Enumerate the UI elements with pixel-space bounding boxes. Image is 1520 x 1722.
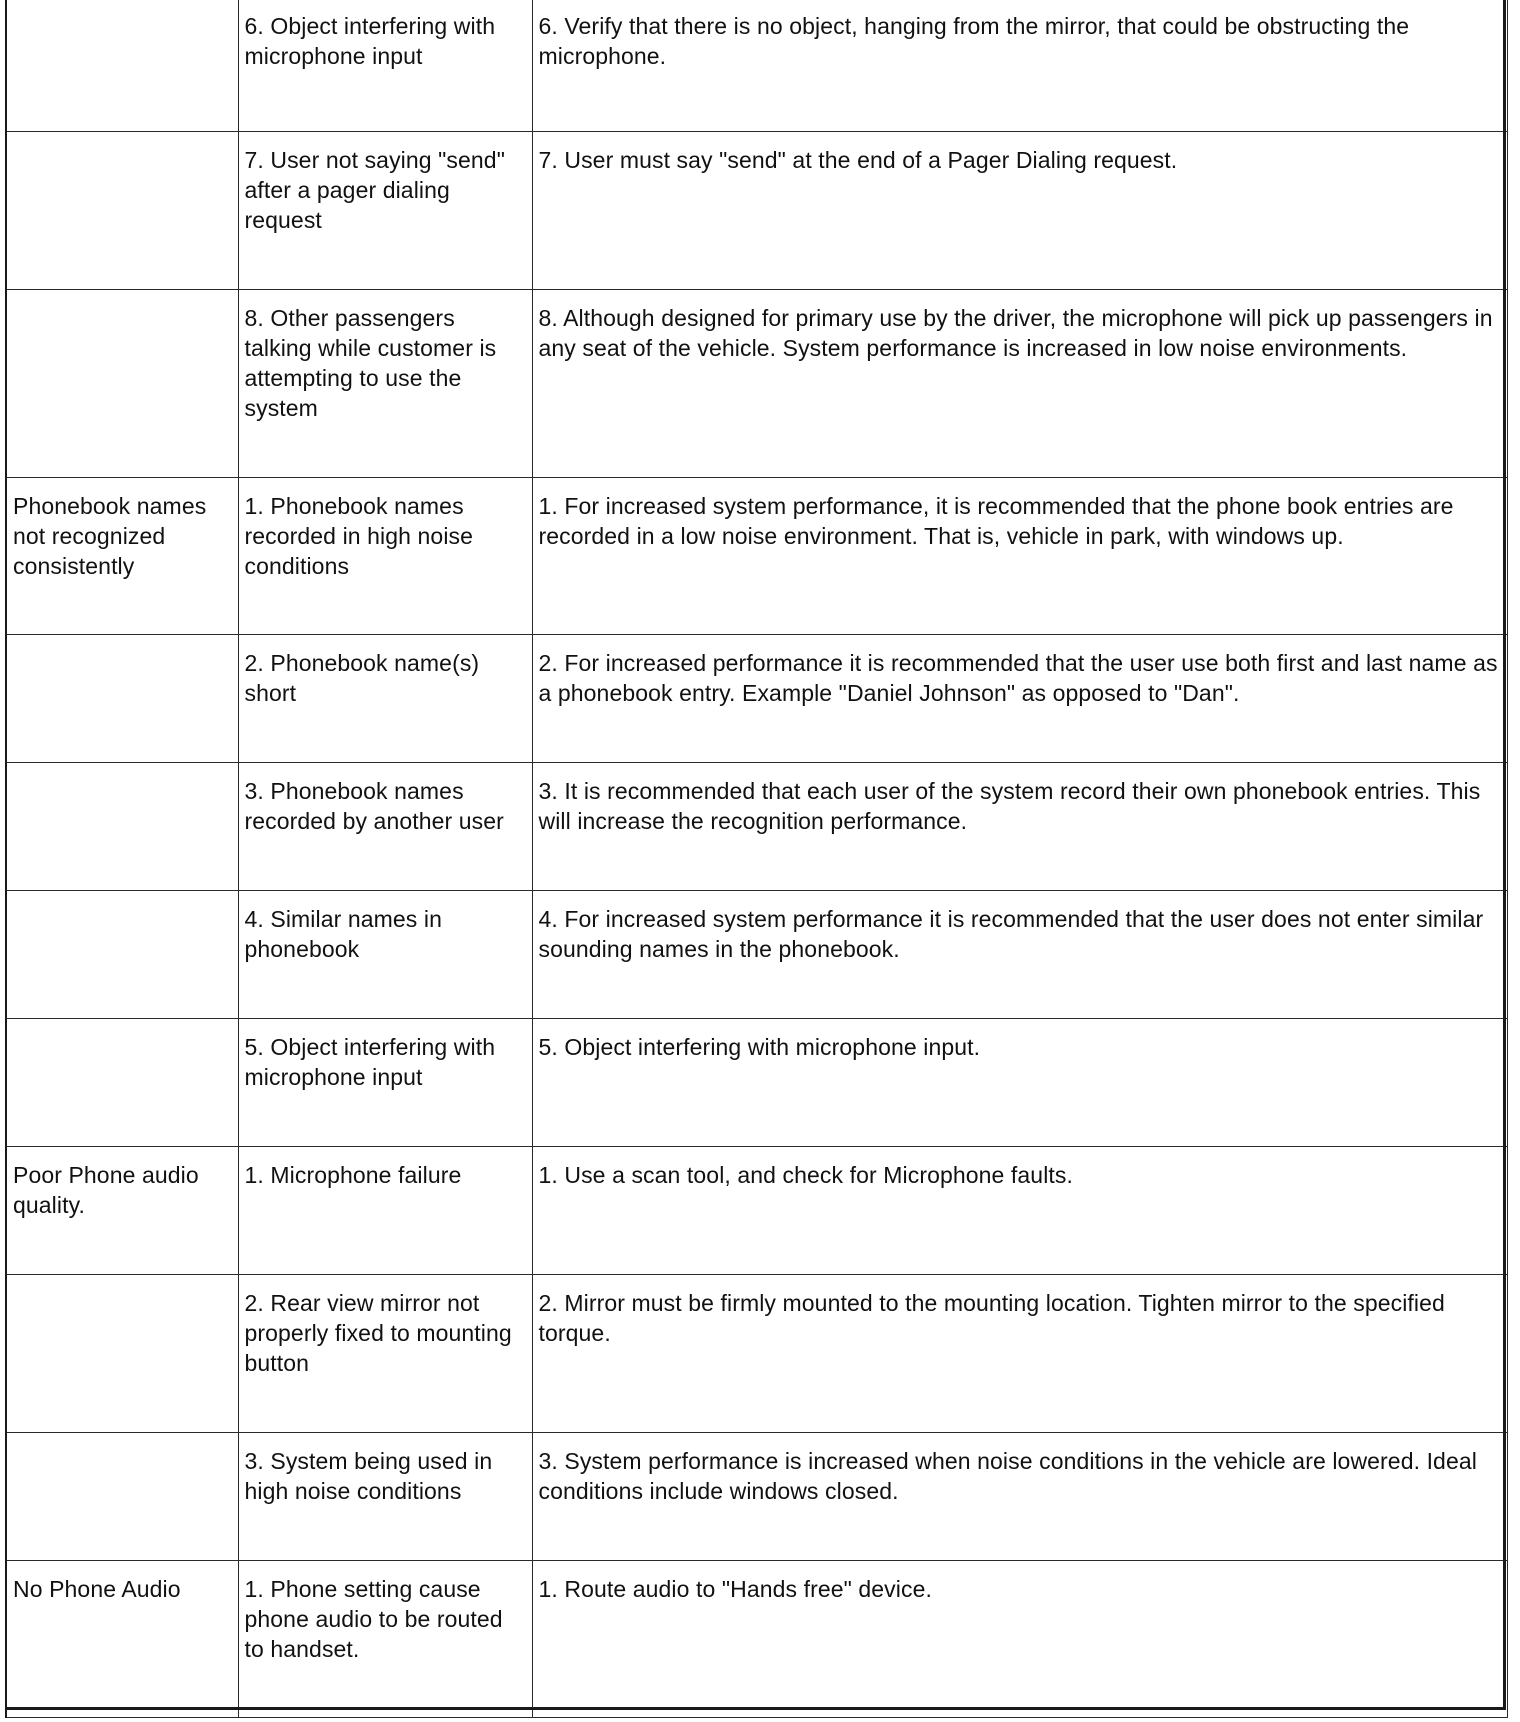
cause-cell: 6. Object interfering with microphone input bbox=[238, 0, 532, 131]
correction-cell: 2. For increased performance it is recommended that the user use both first and last name as a phonebook entry. Example "Daniel Johnson" as opposed to "Dan". bbox=[532, 634, 1507, 762]
correction-cell: 4. For increased system performance it is recommended that the user does not enter similar sounding names in the phonebook. bbox=[532, 890, 1507, 1018]
cause-cell: 8. Other passengers talking while customer is attempting to use the system bbox=[238, 289, 532, 477]
cause-cell: 4. Similar names in phonebook bbox=[238, 890, 532, 1018]
cause-cell: 2. Phonebook name(s) short bbox=[238, 634, 532, 762]
cause-cell: 2. Rear view mirror not properly fixed to mounting button bbox=[238, 1274, 532, 1432]
page-frame bbox=[5, 0, 1506, 1710]
correction-cell: 3. It is recommended that each user of the system record their own phonebook entries. This will increase the recognition performance. bbox=[532, 762, 1507, 890]
condition-cell: Poor Phone audio quality. bbox=[6, 1146, 238, 1274]
correction-cell: 5. Object interfering with microphone input. bbox=[532, 1018, 1507, 1146]
cause-cell: 1. Microphone failure bbox=[238, 1146, 532, 1274]
cause-cell: 3. Phonebook names recorded by another user bbox=[238, 762, 532, 890]
cause-cell: 5. Object interfering with microphone input bbox=[238, 1018, 532, 1146]
correction-cell: 2. Mirror must be firmly mounted to the mounting location. Tighten mirror to the specified torque. bbox=[532, 1274, 1507, 1432]
correction-cell: 3. System performance is increased when noise conditions in the vehicle are lowered. Ideal conditions include windows closed. bbox=[532, 1432, 1507, 1560]
condition-cell: Phonebook names not recognized consistently bbox=[6, 477, 238, 634]
correction-cell: 6. Verify that there is no object, hanging from the mirror, that could be obstructing the microphone. bbox=[532, 0, 1507, 131]
correction-cell: 7. User must say "send" at the end of a Pager Dialing request. bbox=[532, 131, 1507, 289]
correction-cell: 1. For increased system performance, it is recommended that the phone book entries are recorded in a low noise environment. That is, vehicle in park, with windows up. bbox=[532, 477, 1507, 634]
cause-cell: 3. System being used in high noise conditions bbox=[238, 1432, 532, 1560]
cause-cell: 1. Phonebook names recorded in high noise conditions bbox=[238, 477, 532, 634]
condition-cell: No Phone Audio bbox=[6, 1560, 238, 1717]
correction-cell: 1. Use a scan tool, and check for Microphone faults. bbox=[532, 1146, 1507, 1274]
document-page bbox=[5, 0, 1515, 1722]
correction-cell: 8. Although designed for primary use by the driver, the microphone will pick up passengers in any seat of the vehicle. System performance is increased in low noise environments. bbox=[532, 289, 1507, 477]
correction-cell: 1. Route audio to "Hands free" device. bbox=[532, 1560, 1507, 1717]
cause-cell: 1. Phone setting cause phone audio to be routed to handset. bbox=[238, 1560, 532, 1717]
cause-cell: 7. User not saying "send" after a pager dialing request bbox=[238, 131, 532, 289]
